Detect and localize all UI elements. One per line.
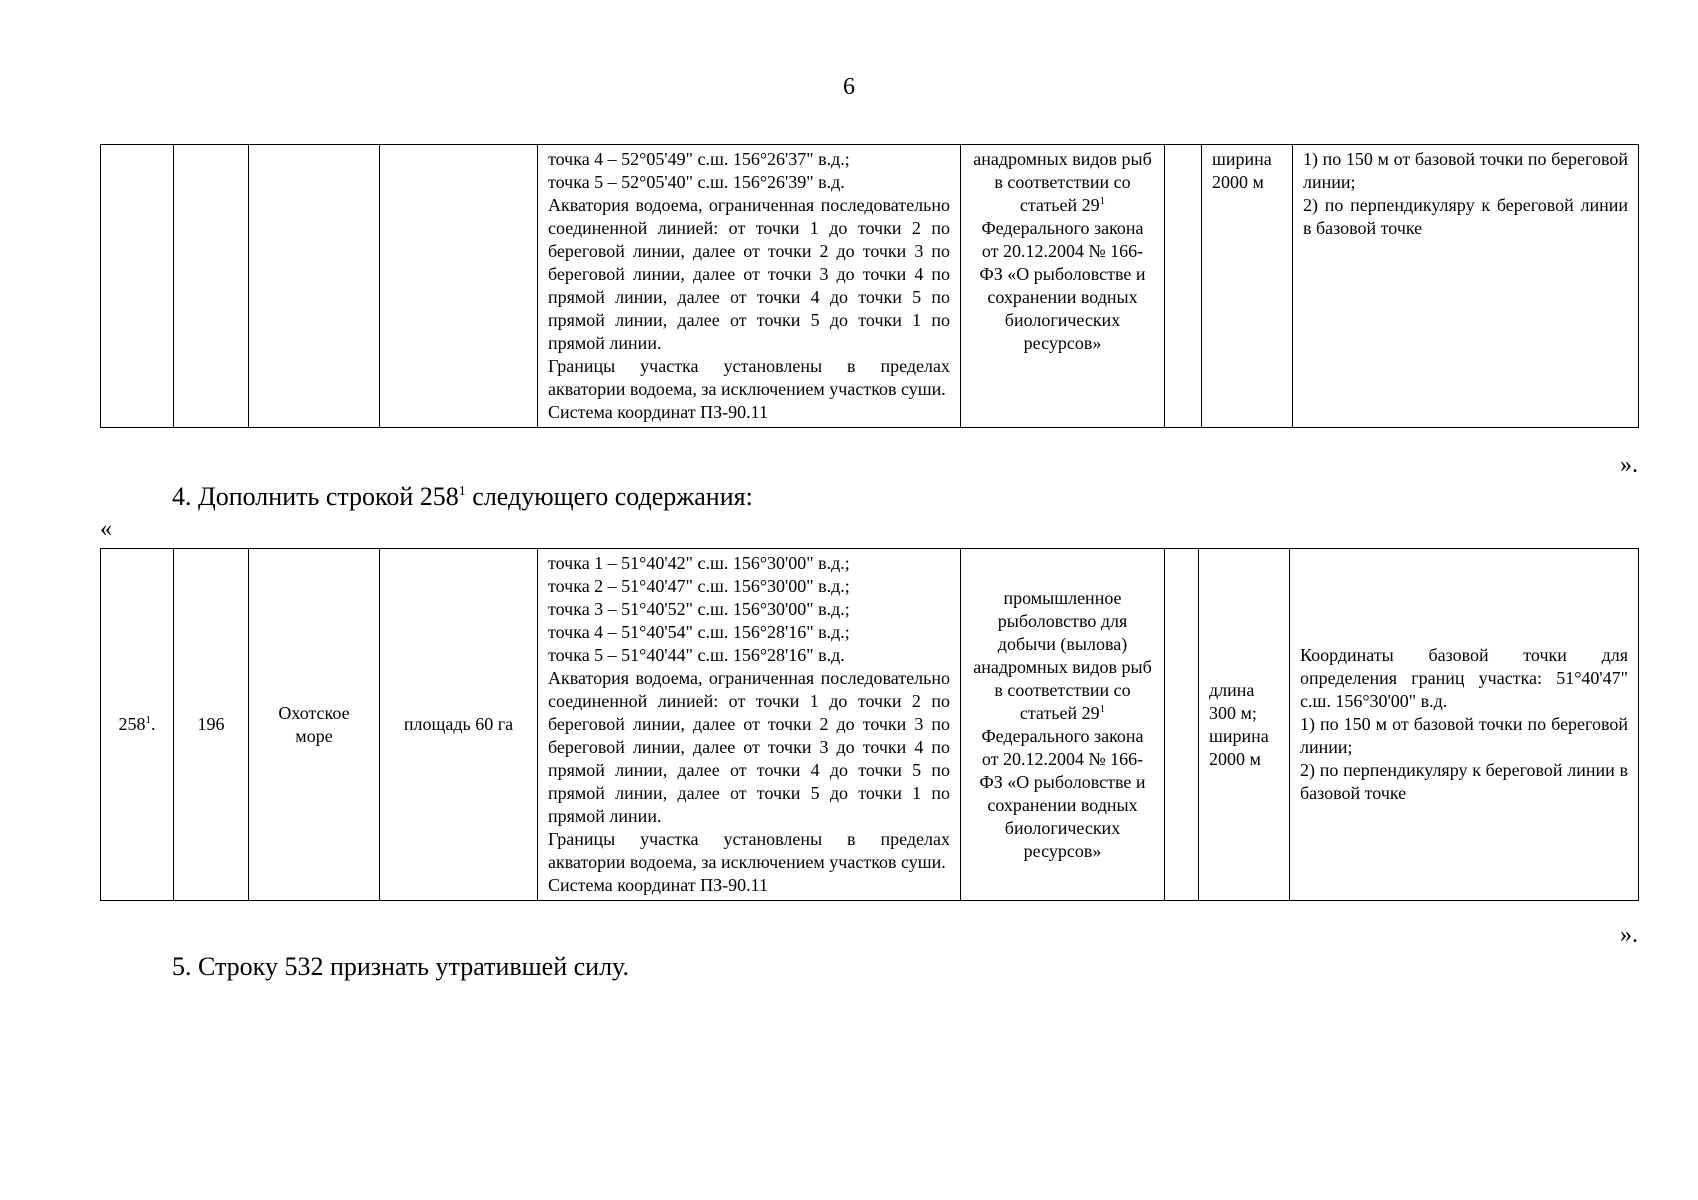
cell-area: площадь 60 га bbox=[380, 549, 538, 901]
base-line: 2) по перпендикуляру к береговой линии в базовой точке bbox=[1300, 760, 1628, 803]
base-line: 1) по 150 м от базовой точки по береговой линии; bbox=[1303, 149, 1628, 192]
cell-empty bbox=[1165, 549, 1199, 901]
coord-line: точка 5 – 51°40'44" с.ш. 156°28'16" в.д. bbox=[548, 645, 845, 665]
cell-area bbox=[380, 145, 538, 428]
cell-size: длина 300 м; ширина 2000 м bbox=[1199, 549, 1290, 901]
paragraph-5: 5. Строку 532 признать утратившей силу. bbox=[172, 952, 629, 981]
coord-line: точка 1 – 51°40'42" с.ш. 156°30'00" в.д.; bbox=[548, 553, 850, 573]
cell-number bbox=[101, 145, 174, 428]
boundary-limits-text: Границы участка установлены в пределах акватории водоема, за исключением участков суши. bbox=[548, 829, 950, 872]
table-row bbox=[101, 549, 1639, 901]
cell-empty bbox=[1165, 145, 1202, 428]
closing-quote: ». bbox=[1620, 452, 1638, 478]
cell-base-point bbox=[1290, 549, 1639, 901]
cell-purpose: анадромных видов рыб в соответствии со статьей $29^1$ Федерального закона от 20.12.2004 № 166-ФЗ «О рыболовстве и сохранении водных биологических ресурсов» bbox=[961, 145, 1165, 428]
coord-line: точка 5 – 52°05'40" с.ш. 156°26'39" в.д. bbox=[548, 172, 845, 192]
coord-line: точка 4 – 52°05'49" с.ш. 156°26'37" в.д.; bbox=[548, 149, 850, 169]
coord-line: точка 3 – 51°40'52" с.ш. 156°30'00" в.д.; bbox=[548, 599, 850, 619]
cell-boundary-description bbox=[538, 145, 961, 428]
cell-water-body: Охотское море bbox=[249, 549, 380, 901]
boundary-text: Акватория водоема, ограниченная последовательно соединенной линией: от точки 1 до точки 2 по береговой линии, далее от точки 2 до точки 3 по береговой линии, далее от точки 3 до точки 4 по прямой линии, далее от точки 4 до точки 5 по прямой линии, далее от точки 5 до точки 1 по прямой линии. bbox=[548, 668, 950, 826]
boundary-text: Акватория водоема, ограниченная последовательно соединенной линией: от точки 1 до точки 2 по береговой линии, далее от точки 2 до точки 3 по береговой линии, далее от точки 3 до точки 4 по прямой линии, далее от точки 4 до точки 5 по прямой линии, далее от точки 5 до точки 1 по прямой линии. bbox=[548, 195, 950, 353]
coordinate-system-text: Система координат ПЗ-90.11 bbox=[548, 402, 768, 422]
cell-base-point bbox=[1293, 145, 1639, 428]
base-line: 2) по перпендикуляру к береговой линии в базовой точке bbox=[1303, 195, 1628, 238]
cell-number: $258^1$. bbox=[101, 549, 174, 901]
cell-region bbox=[174, 145, 249, 428]
cell-boundary-description bbox=[538, 549, 961, 901]
cell-water-body bbox=[249, 145, 380, 428]
cell-purpose: промышленное рыболовство для добычи (вылова) анадромных видов рыб в соответствии со статьей $29^1$ Федерального закона от 20.12.2004 № 166-ФЗ «О рыболовстве и сохранении водных биологических ресурсов» bbox=[961, 549, 1165, 901]
base-line: 1) по 150 м от базовой точки по береговой линии; bbox=[1300, 714, 1628, 757]
coordinate-system-text: Система координат ПЗ-90.11 bbox=[548, 875, 768, 895]
fishing-area-table-continuation bbox=[100, 144, 1639, 428]
boundary-limits-text: Границы участка установлены в пределах акватории водоема, за исключением участков суши. bbox=[548, 356, 950, 399]
base-coordinates: Координаты базовой точки для определения границ участка: 51°40'47" с.ш. 156°30'00" в.д. bbox=[1300, 645, 1628, 711]
coord-line: точка 4 – 51°40'54" с.ш. 156°28'16" в.д.; bbox=[548, 622, 850, 642]
cell-region: 196 bbox=[174, 549, 249, 901]
fishing-area-table-new-row bbox=[100, 548, 1639, 901]
cell-size: ширина 2000 м bbox=[1202, 145, 1293, 428]
page-number: 6 bbox=[843, 74, 855, 100]
coord-line: точка 2 – 51°40'47" с.ш. 156°30'00" в.д.; bbox=[548, 576, 850, 596]
opening-quote: « bbox=[100, 516, 112, 542]
closing-quote: ». bbox=[1620, 922, 1638, 948]
paragraph-4: 4. Дополнить строкой $258^1$ следующего содержания: bbox=[172, 482, 753, 511]
table-row bbox=[101, 145, 1639, 428]
